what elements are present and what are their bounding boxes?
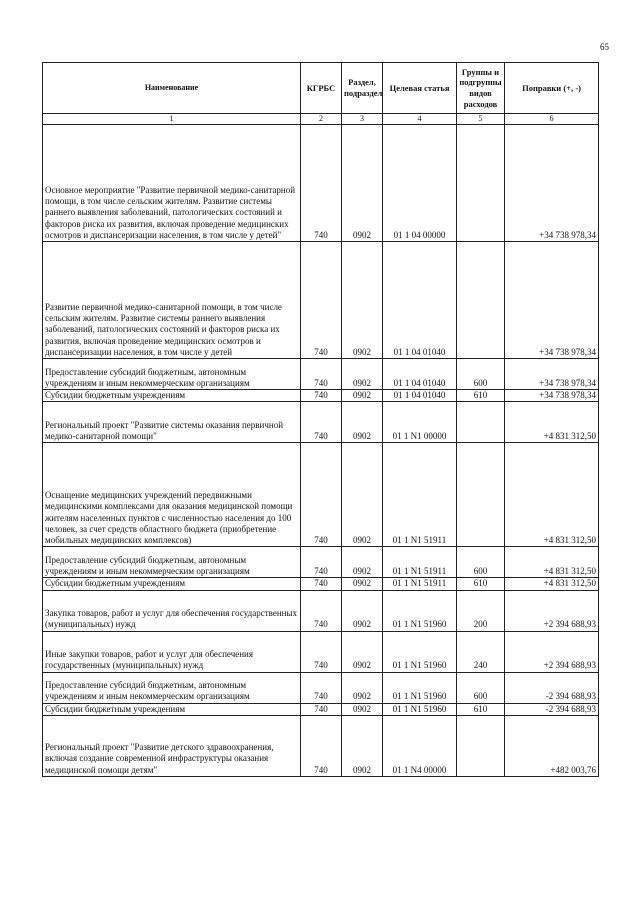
column-number: 3 <box>342 114 383 125</box>
column-number: 2 <box>301 114 342 125</box>
row-group-cell <box>457 242 505 359</box>
table-row <box>43 359 599 390</box>
table-row <box>43 390 599 402</box>
row-amount-cell: +4 831 312,50 <box>505 443 599 547</box>
row-section-cell: 0902 <box>342 715 383 776</box>
table-row <box>43 578 599 590</box>
row-name-cell: Закупка товаров, работ и услуг для обеспечения государственных (муниципальных) нужд <box>43 590 301 631</box>
table-row <box>43 590 599 631</box>
row-kgrbs-cell: 740 <box>301 443 342 547</box>
row-kgrbs-cell: 740 <box>301 590 342 631</box>
row-section-cell: 0902 <box>342 547 383 578</box>
row-name-cell: Развитие первичной медико-санитарной помощи, в том числе сельским жителям. Развитие системы раннего выявления заболеваний, патологических состояний и факторов риска их развития, включая проведение медицинских осмотров и диспансеризации населения, в том числе у детей <box>43 242 301 359</box>
row-kgrbs-cell: 740 <box>301 715 342 776</box>
row-section-cell: 0902 <box>342 631 383 672</box>
page-number: 65 <box>600 42 609 52</box>
row-target-cell: 01 1 N1 51960 <box>383 631 457 672</box>
column-number: 6 <box>505 114 599 125</box>
row-kgrbs-cell: 740 <box>301 242 342 359</box>
row-target-cell: 01 1 04 01040 <box>383 359 457 390</box>
header-amount: Поправки (+, -) <box>505 63 599 114</box>
row-section-cell: 0902 <box>342 390 383 402</box>
row-amount-cell: -2 394 688,93 <box>505 672 599 703</box>
row-kgrbs-cell: 740 <box>301 359 342 390</box>
row-section-cell: 0902 <box>342 672 383 703</box>
row-amount-cell: +34 738 978,34 <box>505 390 599 402</box>
header-kgrbs: КГРБС <box>301 63 342 114</box>
table-row <box>43 715 599 776</box>
row-section-cell: 0902 <box>342 443 383 547</box>
row-section-cell: 0902 <box>342 125 383 242</box>
header-target: Целевая статья <box>383 63 457 114</box>
row-target-cell: 01 1 N1 51911 <box>383 547 457 578</box>
row-name-cell: Предоставление субсидий бюджетным, автономным учреждениям и иным некоммерческим организациям <box>43 547 301 578</box>
row-target-cell: 01 1 N1 51911 <box>383 578 457 590</box>
table-row <box>43 703 599 715</box>
row-group-cell <box>457 402 505 443</box>
row-kgrbs-cell: 740 <box>301 703 342 715</box>
row-target-cell: 01 1 N4 00000 <box>383 715 457 776</box>
table-row <box>43 631 599 672</box>
row-section-cell: 0902 <box>342 590 383 631</box>
table-row <box>43 443 599 547</box>
row-target-cell: 01 1 N1 00000 <box>383 402 457 443</box>
row-amount-cell: +34 738 978,34 <box>505 125 599 242</box>
row-kgrbs-cell: 740 <box>301 547 342 578</box>
header-name: Наименование <box>43 63 301 114</box>
row-name-cell: Иные закупки товаров, работ и услуг для обеспечения государственных (муниципальных) нужд <box>43 631 301 672</box>
row-kgrbs-cell: 740 <box>301 578 342 590</box>
column-number-row <box>43 114 599 125</box>
row-target-cell: 01 1 04 01040 <box>383 390 457 402</box>
row-name-cell: Региональный проект "Развитие системы оказания первичной медико-санитарной помощи" <box>43 402 301 443</box>
row-amount-cell: +482 003,76 <box>505 715 599 776</box>
row-section-cell: 0902 <box>342 242 383 359</box>
table-row <box>43 672 599 703</box>
table-row <box>43 242 599 359</box>
row-group-cell: 200 <box>457 590 505 631</box>
row-name-cell: Субсидии бюджетным учреждениям <box>43 578 301 590</box>
table-row <box>43 402 599 443</box>
row-name-cell: Предоставление субсидий бюджетным, автономным учреждениям и иным некоммерческим организациям <box>43 359 301 390</box>
budget-table <box>42 62 599 777</box>
table-row <box>43 125 599 242</box>
row-name-cell: Субсидии бюджетным учреждениям <box>43 390 301 402</box>
table-row <box>43 547 599 578</box>
row-group-cell: 610 <box>457 390 505 402</box>
row-amount-cell: +2 394 688,93 <box>505 590 599 631</box>
row-amount-cell: +4 831 312,50 <box>505 578 599 590</box>
header-row <box>43 63 599 114</box>
row-target-cell: 01 1 N1 51911 <box>383 443 457 547</box>
row-section-cell: 0902 <box>342 402 383 443</box>
row-section-cell: 0902 <box>342 703 383 715</box>
row-target-cell: 01 1 04 00000 <box>383 125 457 242</box>
table-header <box>43 63 599 125</box>
row-target-cell: 01 1 N1 51960 <box>383 703 457 715</box>
row-kgrbs-cell: 740 <box>301 125 342 242</box>
row-amount-cell: +4 831 312,50 <box>505 547 599 578</box>
row-section-cell: 0902 <box>342 578 383 590</box>
row-amount-cell: +34 738 978,34 <box>505 242 599 359</box>
row-kgrbs-cell: 740 <box>301 402 342 443</box>
row-target-cell: 01 1 04 01040 <box>383 242 457 359</box>
column-number: 4 <box>383 114 457 125</box>
column-number: 1 <box>43 114 301 125</box>
row-target-cell: 01 1 N1 51960 <box>383 672 457 703</box>
header-group: Группы и подгруппы видов расходов <box>457 63 505 114</box>
row-group-cell: 610 <box>457 578 505 590</box>
row-group-cell: 600 <box>457 672 505 703</box>
row-group-cell <box>457 715 505 776</box>
row-amount-cell: +34 738 978,34 <box>505 359 599 390</box>
row-kgrbs-cell: 740 <box>301 631 342 672</box>
row-kgrbs-cell: 740 <box>301 672 342 703</box>
row-kgrbs-cell: 740 <box>301 390 342 402</box>
row-group-cell <box>457 443 505 547</box>
row-group-cell: 600 <box>457 359 505 390</box>
header-section: Раздел, подраздел <box>342 63 383 114</box>
row-group-cell: 610 <box>457 703 505 715</box>
row-section-cell: 0902 <box>342 359 383 390</box>
row-amount-cell: +2 394 688,93 <box>505 631 599 672</box>
table-body <box>43 125 599 777</box>
row-amount-cell: +4 831 312,50 <box>505 402 599 443</box>
row-name-cell: Предоставление субсидий бюджетным, автономным учреждениям и иным некоммерческим организациям <box>43 672 301 703</box>
row-group-cell: 600 <box>457 547 505 578</box>
row-name-cell: Региональный проект "Развитие детского здравоохранения, включая создание современной инфраструктуры оказания медицинской помощи детям" <box>43 715 301 776</box>
row-group-cell: 240 <box>457 631 505 672</box>
row-name-cell: Субсидии бюджетным учреждениям <box>43 703 301 715</box>
column-number: 5 <box>457 114 505 125</box>
row-target-cell: 01 1 N1 51960 <box>383 590 457 631</box>
row-name-cell: Оснащение медицинских учреждений передвижными медицинскими комплексами для оказания медицинской помощи жителям населенных пунктов с численностью населения до 100 человек, за счет средств областного бюджета (приобретение мобильных медицинских комплексов) <box>43 443 301 547</box>
row-group-cell <box>457 125 505 242</box>
row-amount-cell: -2 394 688,93 <box>505 703 599 715</box>
row-name-cell: Основное мероприятие "Развитие первичной медико-санитарной помощи, в том числе сельским жителям. Развитие системы раннего выявления заболеваний, патологических состояний и факторов риска их развития, включая проведение медицинских осмотров и диспансеризации населения, в том числе у детей" <box>43 125 301 242</box>
